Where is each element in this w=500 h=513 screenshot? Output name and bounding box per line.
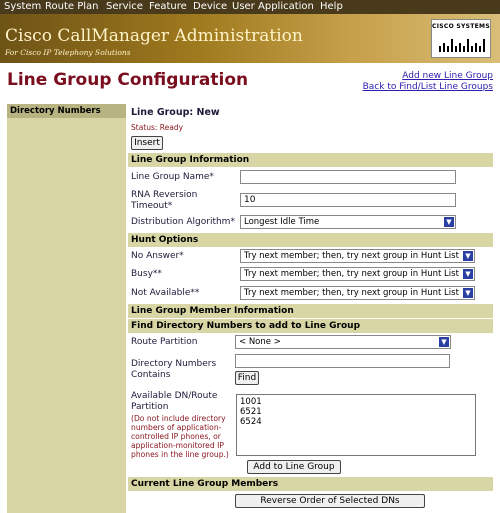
- line-group-name-label: Line Group Name*: [131, 172, 214, 182]
- cisco-bars-icon: [438, 34, 486, 54]
- status-text: Status: Ready: [131, 123, 184, 132]
- add-to-line-group-button[interactable]: Add to Line Group: [247, 460, 341, 474]
- menu-application[interactable]: Application: [258, 1, 314, 12]
- rna-reversion-timeout-label: RNA Reversion Timeout*: [131, 190, 198, 211]
- route-partition-value: < None >: [239, 337, 281, 347]
- busy-value: Try next member; then, try next group in Hunt List: [244, 269, 459, 279]
- no-answer-value: Try next member; then, try next group in Hunt List: [244, 251, 459, 261]
- line-group-name-input[interactable]: [240, 170, 456, 184]
- distribution-algorithm-select[interactable]: [240, 215, 456, 229]
- route-partition-label: Route Partition: [131, 337, 198, 347]
- line-group-label: Line Group: New: [131, 107, 220, 118]
- hunt-options-header: Hunt Options: [128, 233, 493, 247]
- directory-numbers-contains-input[interactable]: [235, 354, 450, 368]
- list-item[interactable]: 6524: [240, 417, 262, 427]
- menu-feature[interactable]: Feature: [149, 1, 187, 12]
- chevron-down-icon: ▼: [463, 251, 473, 261]
- main-form: [128, 104, 493, 513]
- list-item[interactable]: 6521: [240, 407, 262, 417]
- left-panel: [7, 104, 126, 513]
- app-title: Cisco CallManager Administration: [5, 26, 303, 46]
- busy-label: Busy**: [131, 269, 162, 279]
- menu-system[interactable]: System: [4, 1, 42, 12]
- header-banner: [0, 14, 500, 63]
- menu-bar: [0, 0, 500, 14]
- no-answer-select[interactable]: [240, 249, 475, 263]
- route-partition-select[interactable]: [235, 335, 451, 349]
- not-available-value: Try next member; then, try next group in Hunt List: [244, 288, 459, 298]
- busy-select[interactable]: [240, 267, 475, 281]
- page-title: Line Group Configuration: [7, 70, 249, 90]
- chevron-down-icon: ▼: [463, 269, 473, 279]
- insert-button[interactable]: Insert: [131, 136, 163, 150]
- find-button[interactable]: Find: [235, 371, 259, 385]
- directory-numbers-contains-label: Directory Numbers Contains: [131, 359, 217, 380]
- no-answer-label: No Answer*: [131, 251, 184, 261]
- distribution-algorithm-value: Longest Idle Time: [244, 217, 320, 227]
- back-to-find-list-link[interactable]: Back to Find/List Line Groups: [362, 82, 493, 92]
- available-dn-note: (Do not include directory numbers of application-controlled IP phones, or application-monitored IP phones in the line group.): [131, 414, 229, 459]
- available-dn-listbox[interactable]: [236, 394, 476, 456]
- menu-service[interactable]: Service: [106, 1, 143, 12]
- directory-numbers-header: Directory Numbers: [7, 104, 126, 118]
- menu-route-plan[interactable]: Route Plan: [45, 1, 99, 12]
- rna-reversion-timeout-input[interactable]: [240, 193, 456, 207]
- not-available-label: Not Available**: [131, 288, 200, 298]
- logo-text: CISCO SYSTEMS: [432, 23, 490, 30]
- reverse-order-button[interactable]: Reverse Order of Selected DNs: [235, 494, 425, 508]
- add-new-line-group-link[interactable]: Add new Line Group: [402, 71, 493, 81]
- menu-user[interactable]: User: [232, 1, 255, 12]
- chevron-down-icon: ▼: [439, 337, 449, 347]
- cisco-logo: [431, 19, 491, 58]
- list-item[interactable]: 1001: [240, 397, 262, 407]
- chevron-down-icon: ▼: [444, 217, 454, 227]
- menu-device[interactable]: Device: [193, 1, 228, 12]
- app-subtitle: For Cisco IP Telephony Solutions: [5, 48, 131, 57]
- line-group-information-header: Line Group Information: [128, 153, 493, 167]
- chevron-down-icon: ▼: [463, 288, 473, 298]
- menu-help[interactable]: Help: [320, 1, 343, 12]
- not-available-select[interactable]: [240, 286, 475, 300]
- current-line-group-members-header: Current Line Group Members: [128, 477, 493, 491]
- find-directory-numbers-header: Find Directory Numbers to add to Line Group: [128, 319, 493, 333]
- distribution-algorithm-label: Distribution Algorithm*: [131, 217, 235, 227]
- line-group-member-information-header: Line Group Member Information: [128, 304, 493, 318]
- available-dn-label: Available DN/Route Partition: [131, 391, 218, 412]
